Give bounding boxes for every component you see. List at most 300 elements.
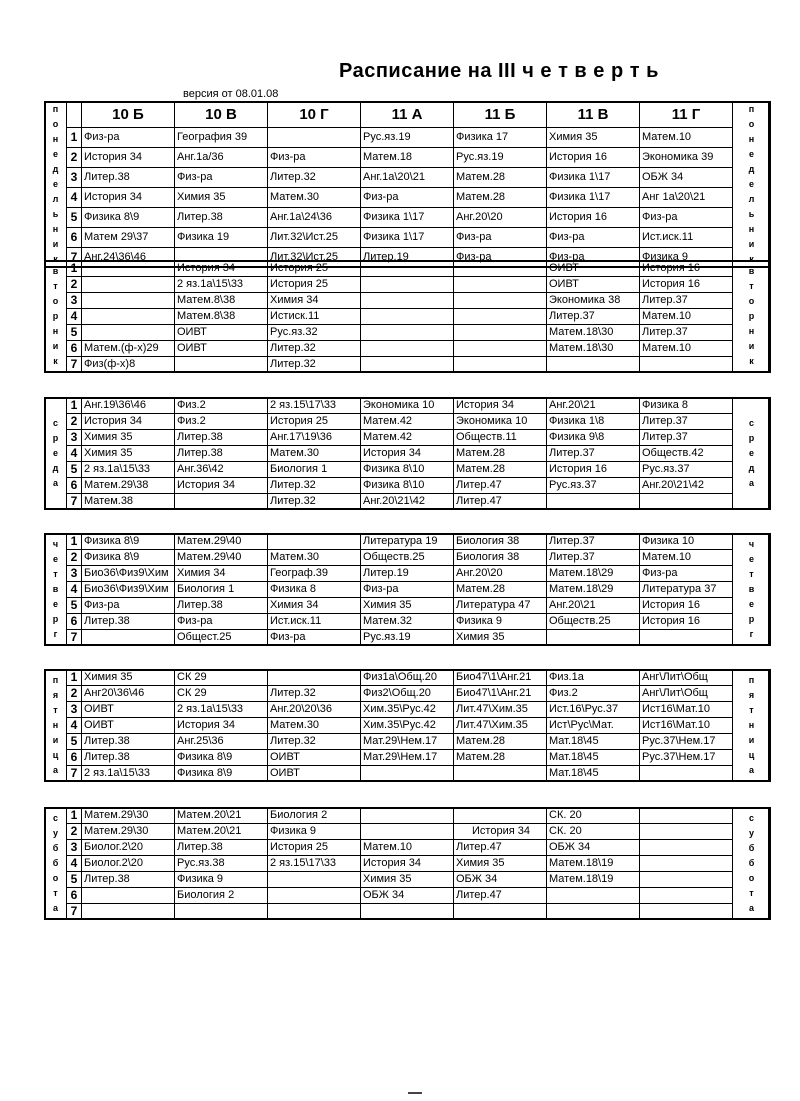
lesson-cell: Анг.24\36\46 bbox=[82, 248, 175, 268]
day-letter: т bbox=[53, 281, 58, 291]
lesson-cell: Анг.20\21 bbox=[547, 398, 640, 414]
lesson-cell bbox=[640, 766, 733, 782]
day-letter: н bbox=[52, 224, 59, 234]
lesson-cell: Литер.32 bbox=[268, 686, 361, 702]
lesson-cell: Химия 34 bbox=[268, 598, 361, 614]
lesson-cell: 2 яз.1а\15\33 bbox=[82, 766, 175, 782]
lesson-cell: Анг.36\42 bbox=[175, 462, 268, 478]
lesson-cell: История 34 bbox=[82, 148, 175, 168]
day-letter: е bbox=[52, 149, 58, 159]
lesson-cell bbox=[82, 630, 175, 646]
lesson-cell: Физика 8\9 bbox=[82, 550, 175, 566]
lesson-number: 3 bbox=[67, 430, 82, 446]
lesson-cell: Химия 35 bbox=[361, 872, 454, 888]
lesson-cell: Географ.39 bbox=[268, 566, 361, 582]
day-letter: н bbox=[52, 326, 59, 336]
lesson-cell: СК 29 bbox=[175, 670, 268, 686]
lesson-cell: 2 яз.1а\15\33 bbox=[82, 462, 175, 478]
lesson-number: 3 bbox=[67, 840, 82, 856]
lesson-cell bbox=[82, 888, 175, 904]
day-letter: р bbox=[748, 433, 755, 443]
day-label-right bbox=[733, 261, 771, 373]
lesson-number: 2 bbox=[67, 550, 82, 566]
lesson-cell bbox=[640, 840, 733, 856]
lesson-cell bbox=[361, 325, 454, 341]
lesson-cell: Рус.37\Нем.17 bbox=[640, 750, 733, 766]
lesson-cell bbox=[82, 293, 175, 309]
lesson-cell: ОБЖ 34 bbox=[361, 888, 454, 904]
lesson-cell: Матем.29\40 bbox=[175, 534, 268, 550]
lesson-cell: История 34 bbox=[454, 398, 547, 414]
lesson-cell: Лит.32\Ист.25 bbox=[268, 228, 361, 248]
lesson-cell: Матем.18\29 bbox=[547, 566, 640, 582]
lesson-cell: Ист.иск.11 bbox=[268, 614, 361, 630]
lesson-cell: Анг.25\36 bbox=[175, 734, 268, 750]
lesson-row bbox=[45, 734, 771, 750]
lesson-cell: Анг.20\20 bbox=[454, 208, 547, 228]
lesson-number: 3 bbox=[67, 566, 82, 582]
day-letter: л bbox=[748, 194, 755, 204]
lesson-cell: Матем.20\21 bbox=[175, 808, 268, 824]
day-letter: р bbox=[748, 614, 755, 624]
lesson-cell: Рус.яз.38 bbox=[175, 856, 268, 872]
lesson-number: 2 bbox=[67, 824, 82, 840]
day-letter: и bbox=[748, 239, 755, 249]
lesson-row bbox=[45, 430, 771, 446]
day-letter: у bbox=[52, 828, 58, 838]
day-letter: н bbox=[748, 720, 755, 730]
lesson-cell: Литер.32 bbox=[268, 168, 361, 188]
lesson-cell: Обществ.25 bbox=[361, 550, 454, 566]
lesson-cell: Физ-ра bbox=[268, 630, 361, 646]
lesson-cell: Обществ.25 bbox=[547, 614, 640, 630]
lesson-cell: Литер.38 bbox=[82, 168, 175, 188]
lesson-cell: Анг.20\21\42 bbox=[361, 494, 454, 510]
lesson-cell bbox=[640, 824, 733, 840]
lesson-cell: Истиск.11 bbox=[268, 309, 361, 325]
day-letter: н bbox=[52, 720, 59, 730]
lesson-cell: ОИВТ bbox=[268, 750, 361, 766]
day-label bbox=[45, 102, 67, 268]
lesson-cell: Физ-ра bbox=[82, 128, 175, 148]
lesson-row bbox=[45, 293, 771, 309]
lesson-cell: Литер.38 bbox=[82, 614, 175, 630]
lesson-cell: Матем.28 bbox=[454, 582, 547, 598]
lesson-cell: История 34 bbox=[175, 261, 268, 277]
day-table-2 bbox=[44, 397, 771, 510]
lesson-cell: Био36\Физ9\Хим bbox=[82, 566, 175, 582]
lesson-cell bbox=[640, 888, 733, 904]
lesson-cell: Физика 8\10 bbox=[361, 478, 454, 494]
day-label-right bbox=[733, 398, 771, 510]
lesson-cell: Анг\Лит\Общ bbox=[640, 670, 733, 686]
lesson-cell: Ист\Рус\Мат. bbox=[547, 718, 640, 734]
page-mark bbox=[408, 1092, 422, 1094]
lesson-cell: Матем.28 bbox=[454, 188, 547, 208]
lesson-cell: Ист.16\Рус.37 bbox=[547, 702, 640, 718]
day-label-right bbox=[733, 808, 771, 920]
day-letter: е bbox=[52, 448, 58, 458]
day-letter: о bbox=[748, 119, 755, 129]
day-letter: о bbox=[748, 873, 755, 883]
lesson-cell: Матем.42 bbox=[361, 414, 454, 430]
lesson-cell: Физ-ра bbox=[547, 228, 640, 248]
lesson-cell: Био47\1\Анг.21 bbox=[454, 686, 547, 702]
day-letter: д bbox=[748, 164, 755, 174]
lesson-cell bbox=[640, 904, 733, 920]
lesson-cell: Матем.8\38 bbox=[175, 309, 268, 325]
lesson-cell: Мат.29\Нем.17 bbox=[361, 734, 454, 750]
class-header: 10 В bbox=[175, 102, 268, 128]
lesson-number: 4 bbox=[67, 856, 82, 872]
lesson-cell: Литер.38 bbox=[175, 598, 268, 614]
lesson-number: 1 bbox=[67, 808, 82, 824]
lesson-cell: Матем.32 bbox=[361, 614, 454, 630]
lesson-row bbox=[45, 888, 771, 904]
lesson-cell: Физика 8\9 bbox=[175, 766, 268, 782]
day-label bbox=[45, 261, 67, 373]
lesson-cell: Физика 1\17 bbox=[547, 168, 640, 188]
lesson-cell: Обществ.11 bbox=[454, 430, 547, 446]
day-label bbox=[45, 534, 67, 646]
day-letter: и bbox=[52, 341, 59, 351]
lesson-cell: Физика 9 bbox=[268, 824, 361, 840]
lesson-number: 1 bbox=[67, 128, 82, 148]
day-letter: н bbox=[748, 224, 755, 234]
lesson-cell: Физ-ра bbox=[361, 582, 454, 598]
lesson-number: 4 bbox=[67, 718, 82, 734]
lesson-cell bbox=[454, 904, 547, 920]
lesson-cell: СК. 20 bbox=[547, 824, 640, 840]
lesson-number: 4 bbox=[67, 446, 82, 462]
lesson-cell: 2 яз.1а\15\33 bbox=[175, 702, 268, 718]
lesson-cell: Литер.32 bbox=[268, 357, 361, 373]
lesson-cell: Литер.47 bbox=[454, 840, 547, 856]
lesson-cell bbox=[454, 261, 547, 277]
lesson-cell bbox=[454, 808, 547, 824]
lesson-cell: Анг.1а\20\21 bbox=[361, 168, 454, 188]
lesson-row bbox=[45, 686, 771, 702]
lesson-cell bbox=[361, 309, 454, 325]
lesson-cell: История 25 bbox=[268, 414, 361, 430]
lesson-cell: Литер.19 bbox=[361, 248, 454, 268]
lesson-cell: История 16 bbox=[640, 277, 733, 293]
day-letter: с bbox=[748, 813, 754, 823]
lesson-row bbox=[45, 670, 771, 686]
lesson-cell: История 34 bbox=[175, 718, 268, 734]
lesson-cell: Матем.18\19 bbox=[547, 856, 640, 872]
lesson-row bbox=[45, 766, 771, 782]
lesson-number: 5 bbox=[67, 462, 82, 478]
lesson-cell: Анг.19\36\46 bbox=[82, 398, 175, 414]
lesson-cell: Литер.37 bbox=[640, 325, 733, 341]
lesson-cell bbox=[268, 872, 361, 888]
lesson-number: 6 bbox=[67, 614, 82, 630]
day-letter: с bbox=[748, 418, 754, 428]
lesson-cell: Литер.38 bbox=[82, 734, 175, 750]
lesson-number: 6 bbox=[67, 478, 82, 494]
lesson-cell: Матем.28 bbox=[454, 750, 547, 766]
lesson-cell bbox=[361, 261, 454, 277]
lesson-cell: Литер.38 bbox=[82, 872, 175, 888]
day-letter: ь bbox=[52, 209, 59, 219]
lesson-cell: ОИВТ bbox=[547, 261, 640, 277]
lesson-cell bbox=[361, 824, 454, 840]
lesson-cell: Литер.47 bbox=[454, 888, 547, 904]
lesson-cell: Физика 1\17 bbox=[361, 228, 454, 248]
day-label-right bbox=[733, 102, 771, 268]
lesson-cell: Физика 9 bbox=[454, 614, 547, 630]
day-letter: я bbox=[52, 690, 59, 700]
lesson-cell: Физ.2 bbox=[175, 414, 268, 430]
lesson-cell: История 34 bbox=[454, 824, 547, 840]
day-table-3 bbox=[44, 533, 771, 646]
lesson-cell: Физ-ра bbox=[175, 168, 268, 188]
lesson-cell: Рус.яз.32 bbox=[268, 325, 361, 341]
lesson-cell: ОБЖ 34 bbox=[454, 872, 547, 888]
day-letter: е bbox=[748, 599, 754, 609]
lesson-row bbox=[45, 566, 771, 582]
lesson-cell: Литер.37 bbox=[547, 309, 640, 325]
lesson-cell bbox=[175, 904, 268, 920]
lesson-cell: Физ-ра bbox=[175, 614, 268, 630]
lesson-cell bbox=[82, 309, 175, 325]
lesson-cell: Хим.35\Рус.42 bbox=[361, 702, 454, 718]
lesson-number: 3 bbox=[67, 168, 82, 188]
lesson-cell: Анг.20\21\42 bbox=[640, 478, 733, 494]
lesson-cell: Лит.32\Ист.25 bbox=[268, 248, 361, 268]
day-letter: т bbox=[749, 705, 754, 715]
lesson-cell: История 16 bbox=[640, 598, 733, 614]
lesson-cell: ОИВТ bbox=[268, 766, 361, 782]
lesson-row bbox=[45, 325, 771, 341]
day-letter: а bbox=[748, 903, 754, 913]
day-letter: г bbox=[749, 629, 754, 639]
day-table-4 bbox=[44, 669, 771, 782]
lesson-cell bbox=[361, 277, 454, 293]
lesson-number: 7 bbox=[67, 630, 82, 646]
lesson-cell bbox=[640, 494, 733, 510]
day-letter: а bbox=[748, 478, 754, 488]
lesson-cell: 2 яз.1а\15\33 bbox=[175, 277, 268, 293]
lesson-number: 1 bbox=[67, 261, 82, 277]
lesson-cell: Литер.37 bbox=[640, 293, 733, 309]
lesson-cell: Физика 10 bbox=[640, 534, 733, 550]
day-label-right bbox=[733, 534, 771, 646]
lesson-cell: Физ.2 bbox=[175, 398, 268, 414]
lesson-cell: Литер.37 bbox=[547, 550, 640, 566]
lesson-cell: Литер.32 bbox=[268, 494, 361, 510]
lesson-cell: История 16 bbox=[547, 148, 640, 168]
lesson-number: 7 bbox=[67, 248, 82, 268]
day-letter: к bbox=[53, 356, 58, 366]
lesson-cell: Био47\1\Анг.21 bbox=[454, 670, 547, 686]
day-letter: к bbox=[749, 356, 754, 366]
lesson-cell: Биология 38 bbox=[454, 534, 547, 550]
lesson-cell: СК 29 bbox=[175, 686, 268, 702]
day-letter: с bbox=[52, 418, 58, 428]
lesson-cell: ОБЖ 34 bbox=[640, 168, 733, 188]
day-letter: о bbox=[52, 119, 59, 129]
lesson-cell: Физика 1\17 bbox=[547, 188, 640, 208]
lesson-cell: Физика 19 bbox=[175, 228, 268, 248]
lesson-cell: Физ2\Общ.20 bbox=[361, 686, 454, 702]
lesson-cell: Биология 2 bbox=[268, 808, 361, 824]
lesson-cell: История 34 bbox=[82, 188, 175, 208]
lesson-cell: Физ.2 bbox=[547, 686, 640, 702]
lesson-cell: Матем.29\30 bbox=[82, 824, 175, 840]
lesson-cell: Физика 8 bbox=[640, 398, 733, 414]
lesson-cell: Литер.47 bbox=[454, 478, 547, 494]
day-letter: т bbox=[749, 281, 754, 291]
lesson-cell: Литер.47 bbox=[454, 494, 547, 510]
day-letter: ч bbox=[748, 539, 755, 549]
lesson-number: 2 bbox=[67, 686, 82, 702]
lesson-cell: Матем.10 bbox=[640, 341, 733, 357]
lesson-cell bbox=[268, 670, 361, 686]
day-letter: о bbox=[52, 296, 59, 306]
lesson-cell bbox=[361, 341, 454, 357]
lesson-cell: ОИВТ bbox=[547, 277, 640, 293]
lesson-number: 1 bbox=[67, 398, 82, 414]
lesson-cell: Физ-ра bbox=[82, 598, 175, 614]
lesson-cell: Литер.37 bbox=[640, 430, 733, 446]
day-letter: и bbox=[52, 735, 59, 745]
lesson-cell: Литер.32 bbox=[268, 478, 361, 494]
lesson-cell bbox=[361, 766, 454, 782]
lesson-cell: Мат.18\45 bbox=[547, 750, 640, 766]
day-letter: д bbox=[52, 164, 59, 174]
day-letter: п bbox=[748, 104, 755, 114]
lesson-cell bbox=[268, 904, 361, 920]
lesson-cell: Матем.10 bbox=[640, 550, 733, 566]
day-letter: а bbox=[52, 765, 58, 775]
class-header: 11 Б bbox=[454, 102, 547, 128]
lesson-cell: Биология 1 bbox=[175, 582, 268, 598]
lesson-cell bbox=[547, 888, 640, 904]
lesson-cell: Литер.38 bbox=[82, 750, 175, 766]
lesson-cell: Ист16\Мат.10 bbox=[640, 702, 733, 718]
day-letter: ц bbox=[748, 750, 755, 760]
lesson-cell bbox=[547, 494, 640, 510]
lesson-cell bbox=[547, 630, 640, 646]
lesson-cell: 2 яз.15\17\33 bbox=[268, 856, 361, 872]
day-label bbox=[45, 808, 67, 920]
day-letter: ч bbox=[52, 539, 59, 549]
lesson-cell bbox=[268, 534, 361, 550]
lesson-cell: История 25 bbox=[268, 261, 361, 277]
lesson-number: 4 bbox=[67, 188, 82, 208]
lesson-cell: Литер.38 bbox=[175, 208, 268, 228]
day-letter: д bbox=[748, 463, 755, 473]
day-table-0 bbox=[44, 101, 771, 268]
day-letter: в bbox=[52, 266, 59, 276]
lesson-cell: История 25 bbox=[268, 277, 361, 293]
lesson-cell: История 34 bbox=[175, 478, 268, 494]
lesson-cell: Матем.30 bbox=[268, 718, 361, 734]
lesson-cell: Физ-ра bbox=[640, 208, 733, 228]
lesson-cell: Химия 35 bbox=[361, 598, 454, 614]
lesson-number: 2 bbox=[67, 414, 82, 430]
lesson-cell: История 34 bbox=[361, 856, 454, 872]
lesson-cell: Анг\Лит\Общ bbox=[640, 686, 733, 702]
lesson-number: 6 bbox=[67, 750, 82, 766]
lesson-cell: История 16 bbox=[640, 614, 733, 630]
day-table-1 bbox=[44, 260, 771, 373]
lesson-row bbox=[45, 904, 771, 920]
day-letter: с bbox=[52, 813, 58, 823]
lesson-cell: Физика 9 bbox=[640, 248, 733, 268]
day-letter: р bbox=[52, 433, 59, 443]
lesson-row bbox=[45, 208, 771, 228]
day-letter: и bbox=[748, 341, 755, 351]
lesson-cell: Ист16\Мат.10 bbox=[640, 718, 733, 734]
lesson-cell: ОИВТ bbox=[175, 325, 268, 341]
lesson-number: 5 bbox=[67, 872, 82, 888]
day-letter: ц bbox=[52, 750, 59, 760]
lesson-cell bbox=[547, 357, 640, 373]
lesson-row bbox=[45, 494, 771, 510]
lesson-cell: Химия 35 bbox=[454, 630, 547, 646]
lesson-row bbox=[45, 550, 771, 566]
lesson-row bbox=[45, 188, 771, 208]
lesson-cell: Анг.17\19\36 bbox=[268, 430, 361, 446]
lesson-cell bbox=[454, 341, 547, 357]
day-letter: е bbox=[748, 554, 754, 564]
lesson-cell: Биология 38 bbox=[454, 550, 547, 566]
lesson-cell: Литература 19 bbox=[361, 534, 454, 550]
lesson-row bbox=[45, 534, 771, 550]
lesson-cell bbox=[82, 277, 175, 293]
lesson-cell bbox=[82, 325, 175, 341]
lesson-cell: Анг.1а/36 bbox=[175, 148, 268, 168]
lesson-cell: Литер.37 bbox=[547, 534, 640, 550]
lesson-row bbox=[45, 808, 771, 824]
day-letter: г bbox=[53, 629, 58, 639]
lesson-row bbox=[45, 840, 771, 856]
lesson-cell: Физ-ра bbox=[640, 566, 733, 582]
lesson-row bbox=[45, 261, 771, 277]
lesson-cell: Литер.19 bbox=[361, 566, 454, 582]
lesson-row bbox=[45, 128, 771, 148]
day-letter: в bbox=[748, 266, 755, 276]
lesson-cell: Матем.30 bbox=[268, 188, 361, 208]
lesson-cell bbox=[454, 357, 547, 373]
lesson-number: 5 bbox=[67, 734, 82, 750]
day-letter: б bbox=[748, 858, 755, 868]
day-label bbox=[45, 670, 67, 782]
lesson-cell: Физика 8\9 bbox=[82, 534, 175, 550]
lesson-cell: Экономика 10 bbox=[454, 414, 547, 430]
lesson-row bbox=[45, 414, 771, 430]
lesson-number: 1 bbox=[67, 670, 82, 686]
lesson-cell: Физика 9 bbox=[175, 872, 268, 888]
lesson-cell bbox=[640, 808, 733, 824]
lesson-cell: Матем.20\21 bbox=[175, 824, 268, 840]
lesson-cell: Мат.18\45 bbox=[547, 734, 640, 750]
lesson-cell: Матем.18 bbox=[361, 148, 454, 168]
lesson-cell: Матем.28 bbox=[454, 462, 547, 478]
lesson-cell: Общест.25 bbox=[175, 630, 268, 646]
lesson-cell bbox=[640, 357, 733, 373]
day-letter: в bbox=[748, 584, 755, 594]
lesson-cell bbox=[454, 309, 547, 325]
lesson-cell: Рус.яз.19 bbox=[361, 128, 454, 148]
lesson-cell bbox=[640, 630, 733, 646]
day-letter: п bbox=[52, 104, 59, 114]
lesson-cell: Физика 1\8 bbox=[547, 414, 640, 430]
lesson-cell: Физ-ра bbox=[454, 248, 547, 268]
